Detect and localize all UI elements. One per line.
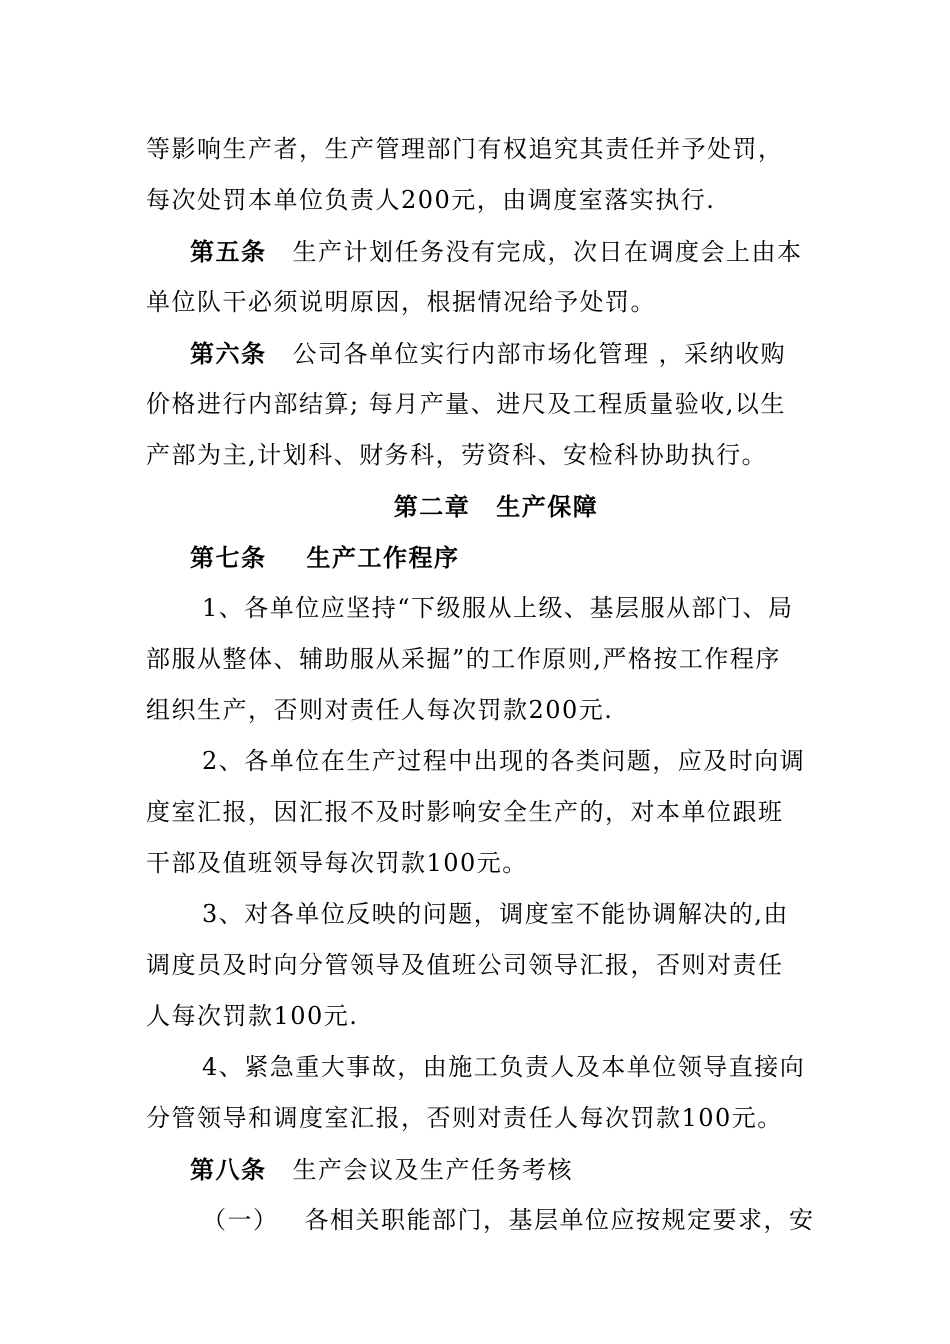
paragraph-line: 组织生产，否则对责任人每次罚款200元.	[146, 696, 614, 724]
article-5-text: 生产计划任务没有完成，次日在调度会上由本	[292, 238, 803, 266]
article-5-label: 第五条	[190, 237, 267, 266]
article-6-text: 公司各单位实行内部市场化管理 ，采纳收购	[292, 340, 787, 368]
list-item-line: 3、对各单位反映的问题，调度室不能协调解决的,由	[202, 900, 789, 928]
article-8-line	[146, 1144, 806, 1195]
article-8-label: 第八条	[190, 1155, 267, 1184]
paragraph-line: 单位队干必须说明原因，根据情况给予处罚。	[146, 288, 656, 316]
article-7-label: 第七条	[190, 543, 267, 572]
article-8-title: 生产会议及生产任务考核	[292, 1156, 573, 1184]
paragraph-line: 等影响生产者，生产管理部门有权追究其责任并予处罚，	[146, 135, 784, 163]
sub-item-line	[146, 1195, 815, 1246]
sub-item-label: （一）	[202, 1206, 279, 1234]
list-item-line: 1、各单位应坚持“下级服从上级、基层服从部门、局	[202, 594, 794, 622]
paragraph-line: 部服从整体、辅助服从采掘”的工作原则,严格按工作程序	[146, 645, 781, 673]
chapter-title: 生产保障	[496, 492, 599, 521]
list-item-line: 4、紧急重大事故，由施工负责人及本单位领导直接向	[202, 1053, 806, 1081]
paragraph-line: 产部为主,计划科、财务科，劳资科、安检科协助执行。	[146, 441, 768, 469]
chapter-label: 第二章	[393, 492, 471, 521]
article-7-heading	[146, 532, 806, 583]
paragraph-line: 人每次罚款100元.	[146, 1002, 359, 1030]
paragraph-line: 价格进行内部结算; 每月产量、进尺及工程质量验收,以生	[146, 390, 786, 418]
article-5-line	[146, 226, 806, 277]
paragraph-line: 分管领导和调度室汇报，否则对责任人每次罚款100元。	[146, 1104, 783, 1132]
document-body	[146, 124, 815, 1246]
list-item-line: 2、各单位在生产过程中出现的各类问题，应及时向调	[202, 747, 806, 775]
sub-item-text: 各相关职能部门，基层单位应按规定要求，安	[304, 1206, 815, 1234]
paragraph-line: 度室汇报，因汇报不及时影响安全生产的，对本单位跟班	[146, 798, 784, 826]
chapter-heading	[146, 481, 806, 532]
article-6-line	[146, 328, 806, 379]
article-7-title: 生产工作程序	[306, 543, 460, 572]
paragraph-line: 干部及值班领导每次罚款100元。	[146, 849, 528, 877]
article-6-label: 第六条	[190, 339, 267, 368]
paragraph-line: 每次处罚本单位负责人200元，由调度室落实执行.	[146, 186, 716, 214]
paragraph-line: 调度员及时向分管领导及值班公司领导汇报，否则对责任	[146, 951, 784, 979]
